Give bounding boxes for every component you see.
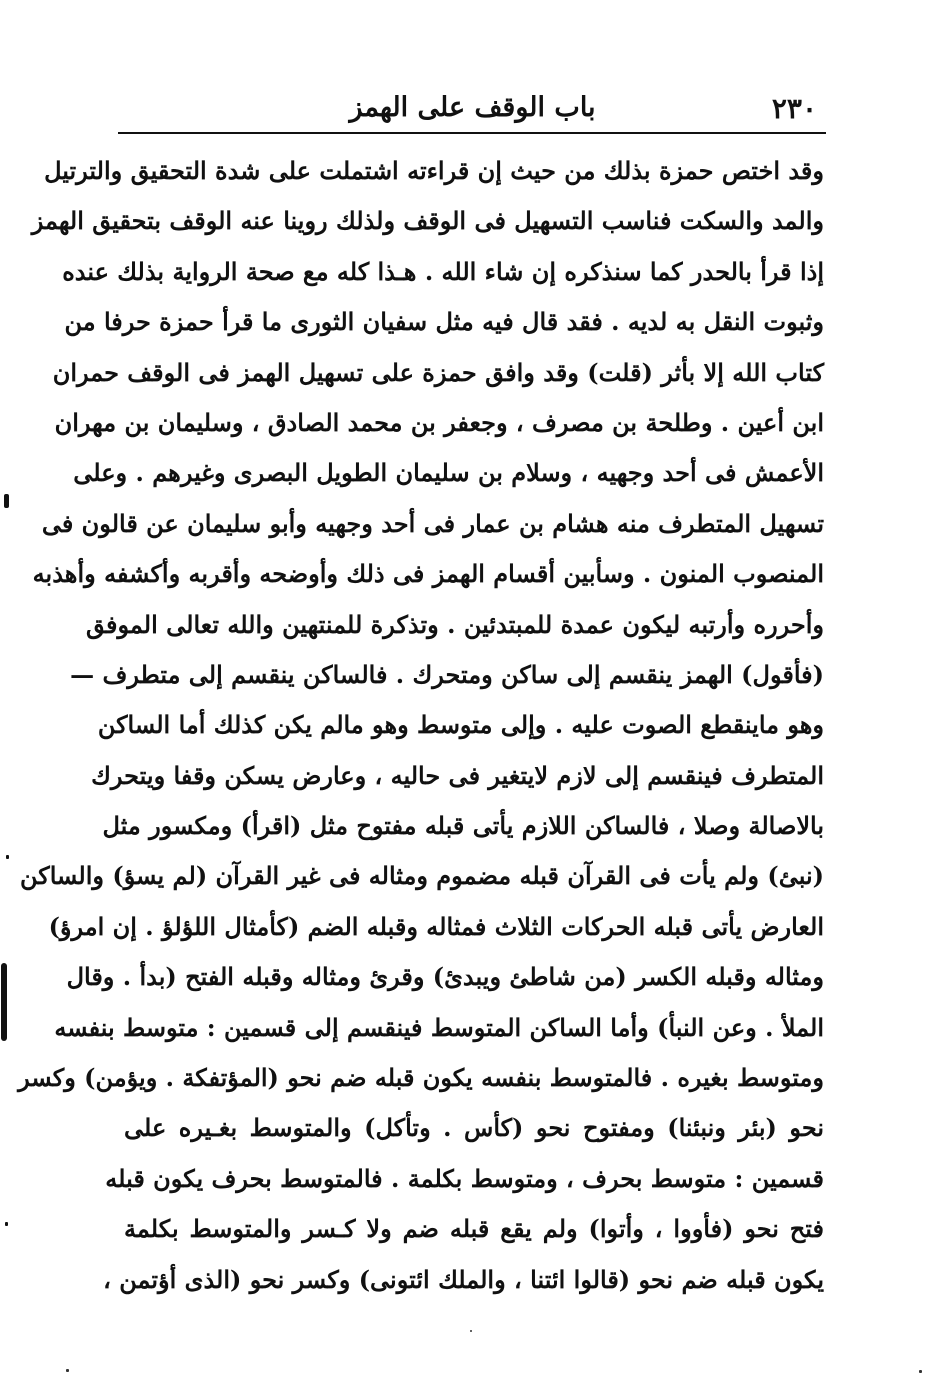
text-line: نحو (بئر ونبئنا) ومفتوح نحو (كأس . وتأكل) والمتوسط بغـيره على — [124, 1113, 824, 1143]
text-line: وهو ماينقطع الصوت عليه . وإلى متوسط وهو مالم يكن كذلك أما الساكن — [97, 710, 824, 740]
text-line: المتطرف فينقسم إلى لازم لايتغير فى حاليه ، وعارض يسكن وقفا ويتحرك — [91, 760, 824, 790]
text-line: والمد والسكت فناسب التسهيل فى الوقف ولذلك روينا عنه الوقف بتحقيق الهمز — [31, 206, 824, 236]
text-line: يكون قبله ضم نحو (قالوا ائتنا ، والملك ائتونى) وكسر نحو (الذى أؤتمن ، — [103, 1264, 824, 1294]
text-line: بالاصالة وصلا ، فالساكن اللازم يأتى قبله مفتوح مثل (اقرأ) ومكسور مثل — [102, 811, 824, 841]
text-line: ومثاله وقبله الكسر (من شاطئ ويبدئ) وقرئ ومثاله وقبله الفتح (بدأ . وقال — [66, 962, 824, 992]
text-line: تسهيل المتطرف منه هشام بن عمار فى أحد وجهيه وأبو سليمان عن قالون فى — [41, 508, 824, 538]
text-line: وأحرره وأرتبه ليكون عمدة للمبتدئين . وتذكرة للمنتهين والله تعالى الموفق — [86, 609, 824, 639]
running-head — [120, 84, 825, 132]
text-line: كتاب الله إلا بأثر (قلت) وقد وافق حمزة على تسهيل الهمز فى الوقف حمران — [52, 357, 824, 387]
text-line: (فأقول) الهمز ينقسم إلى ساكن ومتحرك . فالساكن ينقسم إلى متطرف — — [70, 659, 824, 689]
page-number: ٢٣٠ — [771, 92, 817, 125]
body-text — [18, 146, 824, 1305]
scan-speck — [919, 1370, 922, 1373]
header-rule — [118, 132, 826, 134]
scan-speck — [66, 1369, 69, 1372]
text-line: الملأ . وعن النبأ) وأما الساكن المتوسط فينقسم إلى قسمين : متوسط بنفسه — [54, 1012, 824, 1042]
scan-mark — [5, 1222, 8, 1226]
text-line: وثبوت النقل به لديه . فقد قال فيه مثل سفيان الثورى ما قرأ حمزة حرفا من — [64, 307, 824, 337]
text-line: إذا قرأ بالحدر كما سنذكره إن شاء الله . هـذا كله مع صحة الرواية بذلك عنده — [62, 256, 824, 286]
text-line: الأعمش فى أحد وجهيه ، وسلام بن سليمان الطويل البصرى وغيرهم . وعلى — [73, 458, 824, 488]
scan-mark — [6, 855, 9, 859]
text-line: العارض يأتى قبله الحركات الثلاث فمثاله وقبله الضم (كأمثال اللؤلؤ . إن امرؤ) — [48, 911, 824, 941]
text-line: المنصوب المنون . وسأبين أقسام الهمز فى ذلك وأوضحه وأقربه وأكشفه وأهذبه — [32, 559, 824, 589]
text-line: ومتوسط بغيره . فالمتوسط بنفسه يكون قبله ضم نحو (المؤتفكة . ويؤمن) وكسر — [18, 1063, 824, 1093]
text-line: قسمين : متوسط بحرف ، ومتوسط بكلمة . فالمتوسط بحرف يكون قبله — [105, 1163, 824, 1193]
text-line: فتح نحو (فأووا ، وأتوا) ولم يقع قبله ضم ولا كـسر والمتوسط بكلمة — [124, 1214, 824, 1244]
scan-speck — [470, 1330, 472, 1332]
scan-mark — [1, 963, 7, 1041]
text-line: وقد اختص حمزة بذلك من حيث إن قراءته اشتملت على شدة التحقيق والترتيل — [44, 156, 824, 185]
chapter-title: باب الوقف على الهمز — [349, 92, 596, 123]
text-line: ابن أعين . وطلحة بن مصرف ، وجعفر بن محمد الصادق ، وسليمان بن مهران — [54, 407, 824, 437]
text-line: (نبئ) ولم يأت فى القرآن قبله مضموم ومثاله فى غير القرآن (لم يسؤ) والساكن — [20, 861, 824, 891]
scan-mark — [4, 494, 9, 508]
